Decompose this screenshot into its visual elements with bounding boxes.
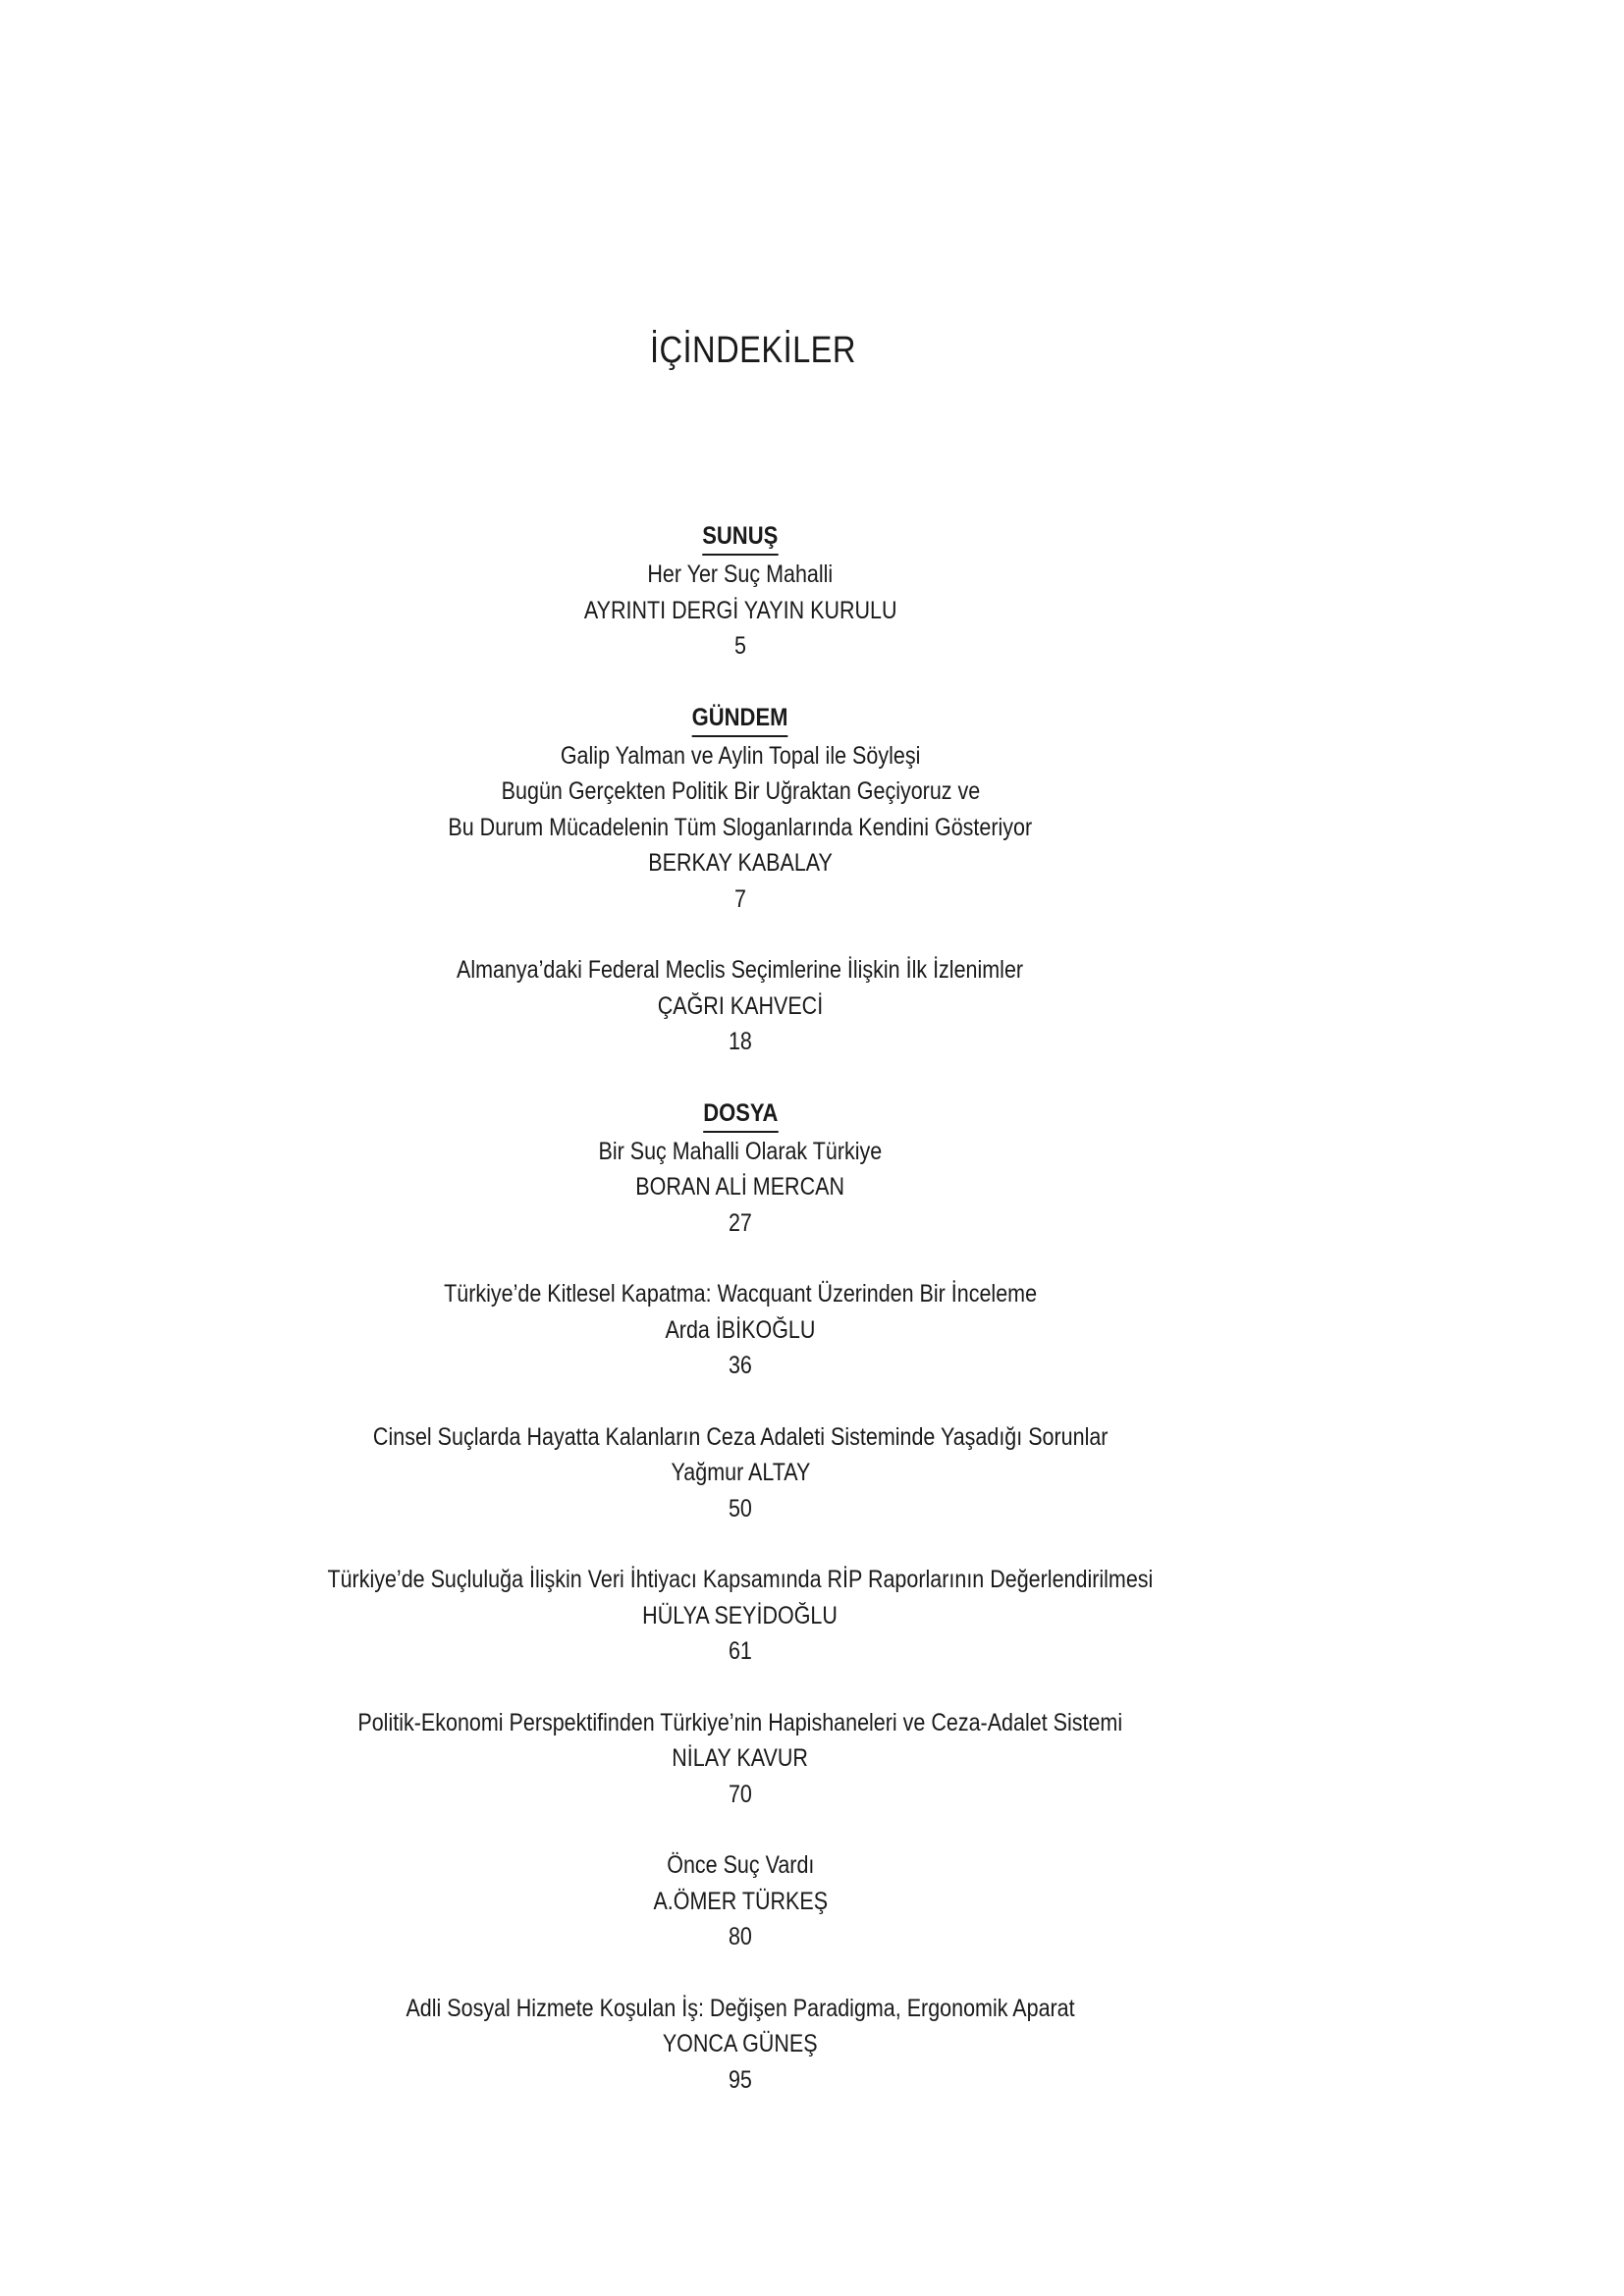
toc-entry bbox=[0, 1134, 1481, 1242]
entry-author: BERKAY KABALAY bbox=[648, 849, 833, 877]
toc-entry bbox=[0, 1847, 1481, 1955]
entry-title: Bu Durum Mücadelenin Tüm Sloganlarında Kendini Gösteriyor bbox=[448, 813, 1033, 841]
toc-entry bbox=[0, 1419, 1481, 1527]
entry-page-number: 70 bbox=[729, 1780, 752, 1808]
page-title: İÇİNDEKİLER bbox=[650, 330, 856, 371]
section-heading: GÜNDEM bbox=[692, 700, 788, 737]
toc-section bbox=[0, 518, 1481, 665]
entry-title: Bugün Gerçekten Politik Bir Uğraktan Geçiyoruz ve bbox=[501, 777, 980, 805]
toc-entry bbox=[0, 1276, 1481, 1384]
entry-author: AYRINTI DERGİ YAYIN KURULU bbox=[583, 596, 897, 624]
entry-title: Politik-Ekonomi Perspektifinden Türkiye’nin Hapishaneleri ve Ceza-Adalet Sistemi bbox=[357, 1708, 1123, 1736]
entry-title: Önce Suç Vardı bbox=[666, 1851, 815, 1879]
entry-author: Yağmur ALTAY bbox=[671, 1459, 810, 1486]
entry-author: ÇAĞRI KAHVECİ bbox=[657, 991, 824, 1020]
entry-title: Bir Suç Mahalli Olarak Türkiye bbox=[598, 1137, 883, 1165]
entry-title: Türkiye’de Suçluluğa İlişkin Veri İhtiyacı Kapsamında RİP Raporlarının Değerlendirilmesi bbox=[327, 1566, 1154, 1593]
entry-author: BORAN ALİ MERCAN bbox=[635, 1173, 845, 1201]
entry-page-number: 95 bbox=[729, 2065, 752, 2094]
toc-section bbox=[0, 1095, 1481, 2099]
toc-entry bbox=[0, 1705, 1481, 1813]
toc-entry bbox=[0, 1991, 1481, 2099]
entry-page-number: 50 bbox=[729, 1494, 752, 1522]
entry-page-number: 18 bbox=[729, 1028, 752, 1055]
entry-author: A.ÖMER TÜRKEŞ bbox=[653, 1887, 828, 1915]
entry-page-number: 7 bbox=[734, 884, 746, 913]
section-heading: DOSYA bbox=[703, 1095, 778, 1133]
entry-title: Galip Yalman ve Aylin Topal ile Söyleşi bbox=[560, 741, 921, 770]
section-heading: SUNUŞ bbox=[702, 518, 778, 556]
entry-title: Türkiye’de Kitlesel Kapatma: Wacquant Üzerinden Bir İnceleme bbox=[444, 1280, 1037, 1308]
entry-page-number: 61 bbox=[729, 1637, 752, 1665]
toc-section bbox=[0, 700, 1481, 1060]
toc-entry bbox=[0, 557, 1481, 665]
entry-author: NİLAY KAVUR bbox=[672, 1744, 809, 1772]
toc-entry bbox=[0, 1562, 1481, 1670]
entry-page-number: 80 bbox=[729, 1923, 752, 1950]
toc-entry bbox=[0, 738, 1481, 918]
entry-author: HÜLYA SEYİDOĞLU bbox=[642, 1601, 839, 1629]
entry-page-number: 36 bbox=[729, 1352, 752, 1379]
entry-page-number: 27 bbox=[729, 1208, 752, 1237]
entry-title: Almanya’daki Federal Meclis Seçimlerine İlişkin İlk İzlenimler bbox=[457, 956, 1024, 984]
table-of-contents bbox=[0, 518, 1481, 2098]
entry-author: Arda İBİKOĞLU bbox=[665, 1315, 816, 1344]
entry-title: Adli Sosyal Hizmete Koşulan İş: Değişen Paradigma, Ergonomik Aparat bbox=[406, 1994, 1075, 2022]
toc-entry bbox=[0, 952, 1481, 1060]
entry-title: Her Yer Suç Mahalli bbox=[647, 561, 834, 588]
entry-page-number: 5 bbox=[734, 632, 746, 660]
entry-author: YONCA GÜNEŞ bbox=[663, 2030, 818, 2057]
entry-title: Cinsel Suçlarda Hayatta Kalanların Ceza Adaleti Sisteminde Yaşadığı Sorunlar bbox=[372, 1422, 1109, 1451]
